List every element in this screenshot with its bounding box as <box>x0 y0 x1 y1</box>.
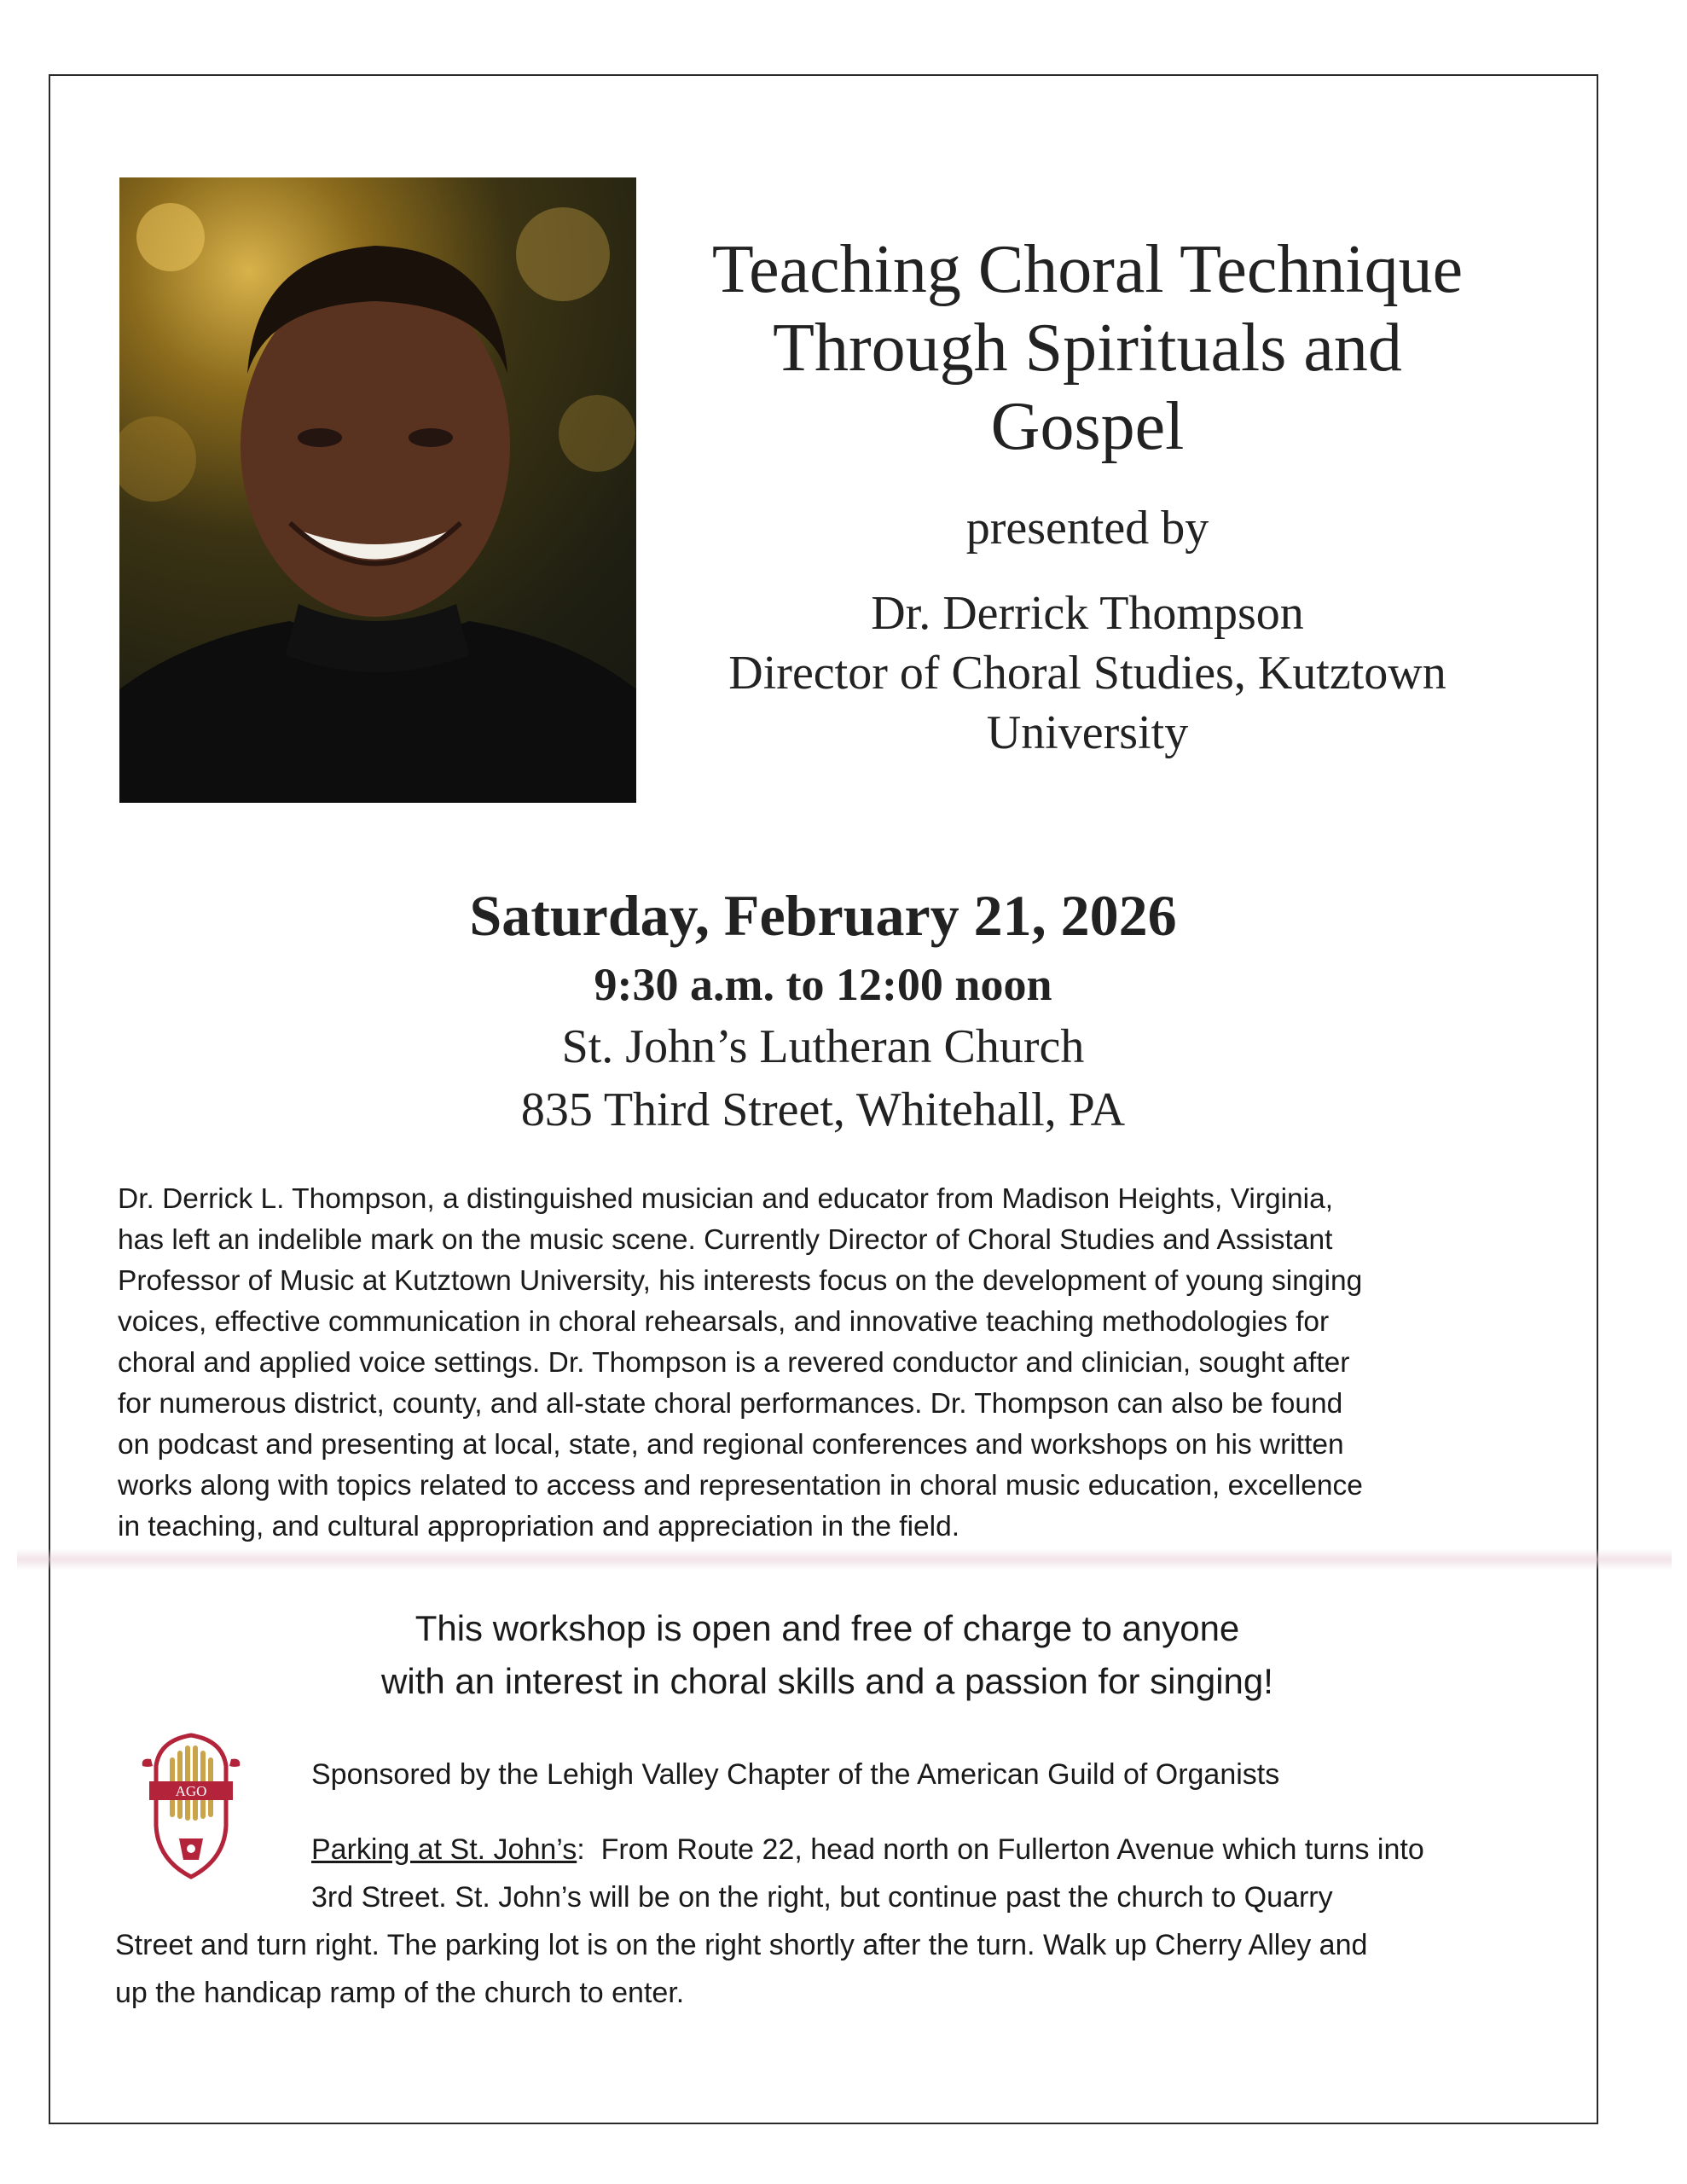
sponsor-text: Sponsored by the Lehigh Valley Chapter of the American Guild of Organists <box>311 1758 1280 1791</box>
bio-line: voices, effective communication in choral rehearsals, and innovative teaching methodologies for <box>118 1306 1330 1338</box>
callout-line: with an interest in choral skills and a passion for singing! <box>381 1661 1273 1701</box>
svg-text:AGO: AGO <box>175 1783 207 1799</box>
event-details <box>85 877 1561 1141</box>
presenter-position-line: Director of Choral Studies, Kutztown <box>728 647 1446 700</box>
bio-line: on podcast and presenting at local, state, and regional conferences and workshops on his written <box>118 1429 1344 1461</box>
presented-by: presented by <box>965 502 1209 555</box>
scan-fold-line <box>17 1548 1672 1571</box>
bio-line: for numerous district, county, and all-state choral performances. Dr. Thompson can also be found <box>118 1388 1343 1420</box>
title-line: Teaching Choral Technique <box>711 232 1464 307</box>
event-venue: St. John’s Lutheran Church <box>561 1020 1085 1073</box>
event-time: 9:30 a.m. to 12:00 noon <box>594 959 1052 1010</box>
bio-line: in teaching, and cultural appropriation and appreciation in the field. <box>118 1511 960 1542</box>
presenter-photo <box>119 177 636 803</box>
parking-directions-continued <box>115 1921 1565 2017</box>
presenter-position-line: University <box>986 706 1189 759</box>
title-line: Gospel <box>990 389 1185 464</box>
presenter-name: Dr. Derrick Thompson <box>871 587 1304 640</box>
presenter-bio <box>118 1179 1533 1548</box>
parking-line: 3rd Street. St. John’s will be on the right, but continue past the church to Quarry <box>311 1881 1333 1914</box>
event-title <box>657 230 1518 466</box>
bio-line: has left an indelible mark on the music scene. Currently Director of Choral Studies and Assistant <box>118 1224 1333 1256</box>
parking-line: Street and turn right. The parking lot is on the right shortly after the turn. Walk up Cherry Alley and <box>115 1929 1368 1961</box>
ago-shield-logo <box>141 1732 241 1881</box>
bio-line: works along with topics related to access and representation in choral music education, excellence <box>118 1470 1363 1502</box>
bio-line: Dr. Derrick L. Thompson, a distinguished musician and educator from Madison Heights, Virginia, <box>118 1183 1334 1215</box>
free-workshop-callout <box>128 1602 1527 1708</box>
title-line: Through Spirituals and <box>773 311 1402 386</box>
event-date: Saturday, February 21, 2026 <box>469 883 1177 948</box>
parking-colon: : <box>577 1833 585 1866</box>
parking-line: up the handicap ramp of the church to enter. <box>115 1977 685 2009</box>
event-address: 835 Third Street, Whitehall, PA <box>520 1083 1126 1136</box>
parking-heading: Parking at St. John’s <box>311 1833 577 1866</box>
parking-directions <box>311 1826 1557 1921</box>
parking-line <box>311 1826 1557 1873</box>
bio-line: Professor of Music at Kutztown University, his interests focus on the development of young singing <box>118 1265 1363 1297</box>
title-block <box>657 230 1518 763</box>
callout-line: This workshop is open and free of charge to anyone <box>415 1608 1240 1648</box>
parking-text: From Route 22, head north on Fullerton Avenue which turns into <box>584 1833 1424 1866</box>
bio-line: choral and applied voice settings. Dr. Thompson is a revered conductor and clinician, sought after <box>118 1347 1350 1379</box>
